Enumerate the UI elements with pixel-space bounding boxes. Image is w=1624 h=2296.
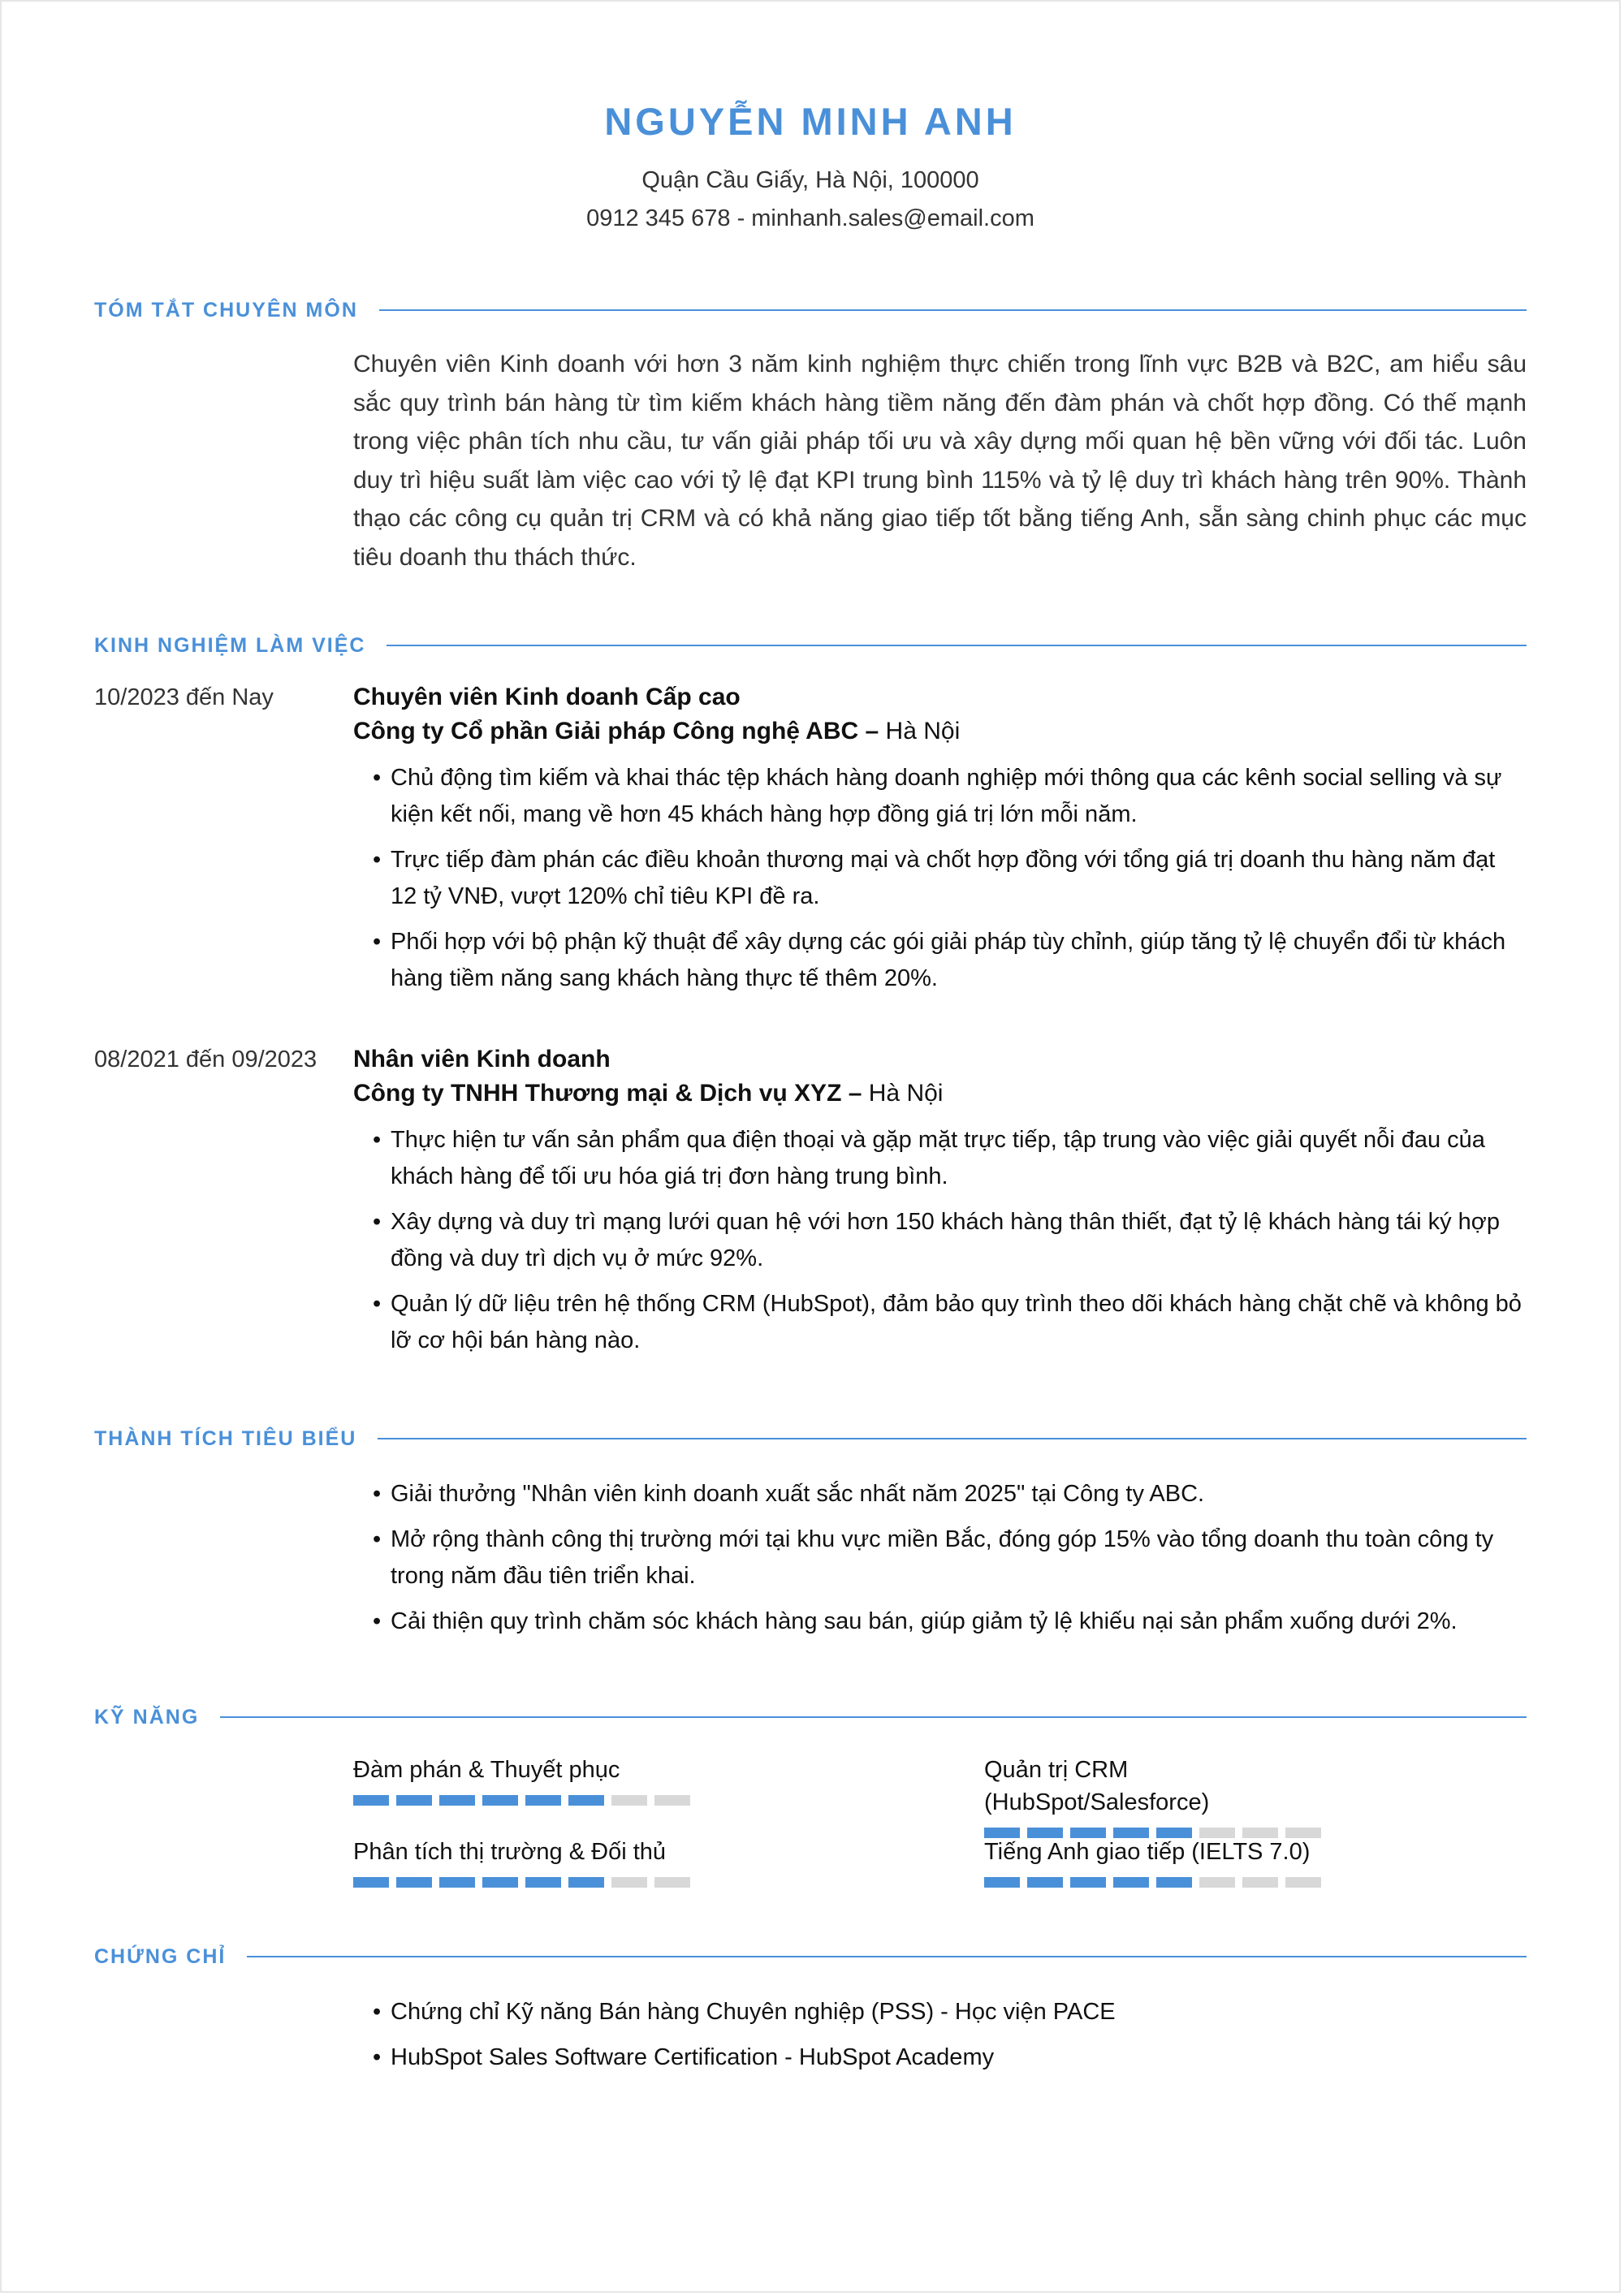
section-divider — [220, 1716, 1527, 1718]
skill-item — [353, 1836, 694, 1888]
skill-segment-empty — [611, 1795, 647, 1806]
skill-level-bar — [984, 1877, 1325, 1888]
list-item: • Quản lý dữ liệu trên hệ thống CRM (HubSpot), đảm bảo quy trình theo dõi khách hàng chặt chẽ và không bỏ lỡ cơ hội bán hàng nào. — [353, 1286, 1527, 1359]
job-entry-1 — [94, 680, 1527, 1006]
job-location: Hà Nội — [885, 718, 961, 744]
section-summary-heading — [94, 298, 1527, 322]
skill-label: Quản trị CRM (HubSpot/Salesforce) — [984, 1757, 1210, 1815]
skill-item — [984, 1754, 1325, 1838]
job-title: Chuyên viên Kinh doanh Cấp cao — [353, 684, 741, 710]
summary-text: Chuyên viên Kinh doanh với hơn 3 năm kinh nghiệm thực chiến trong lĩnh vực B2B và B2C, am hiểu sâu sắc quy trình bán hàng từ tìm kiếm khách hàng tiềm năng đến đàm phán và chốt hợp đồng. Có thế mạnh trong việc phân tích nhu cầu, tư vấn giải pháp tối ưu và xây dựng mối quan hệ bền vững với đối tác. Luôn duy trì hiệu suất làm việc cao với tỷ lệ đạt KPI trung bình 115% và tỷ lệ duy trì khách hàng trên 90%. Thành thạo các công cụ quản trị CRM và có khả năng giao tiếp tốt bằng tiếng Anh, sẵn sàng chinh phục các mục tiêu doanh thu thách thức. — [353, 351, 1527, 571]
skill-segment-empty — [1285, 1877, 1321, 1888]
job-separator: – — [841, 1080, 869, 1107]
list-item: • Thực hiện tư vấn sản phẩm qua điện thoại và gặp mặt trực tiếp, tập trung vào việc giải quyết nỗi đau của khách hàng để tối ưu hóa giá trị đơn hàng trung bình. — [353, 1122, 1527, 1195]
section-skills-heading — [94, 1705, 1527, 1729]
skill-label: Đàm phán & Thuyết phục — [353, 1757, 620, 1783]
section-divider — [247, 1956, 1527, 1957]
skill-segment-filled — [482, 1795, 518, 1806]
skill-segment-empty — [611, 1877, 647, 1888]
list-item: • Xây dựng và duy trì mạng lưới quan hệ với hơn 150 khách hàng thân thiết, đạt tỷ lệ khách hàng tái ký hợp đồng và duy trì dịch vụ ở mức 92%. — [353, 1204, 1527, 1277]
skill-segment-filled — [1156, 1877, 1192, 1888]
skill-segment-filled — [396, 1877, 432, 1888]
section-summary-title: TÓM TẮT CHUYÊN MÔN — [94, 298, 358, 322]
skill-segment-filled — [396, 1795, 432, 1806]
skill-segment-filled — [439, 1877, 475, 1888]
skill-segment-filled — [984, 1877, 1020, 1888]
list-item: • Chủ động tìm kiếm và khai thác tệp khách hàng doanh nghiệp mới thông qua các kênh social selling và sự kiện kết nối, mang về hơn 45 khách hàng hợp đồng giá trị lớn mỗi năm. — [353, 760, 1527, 833]
list-item: • Giải thưởng "Nhân viên kinh doanh xuất sắc nhất năm 2025" tại Công ty ABC. — [353, 1476, 1527, 1513]
job-bullets — [353, 760, 1527, 997]
skill-segment-filled — [439, 1795, 475, 1806]
job-company-line — [353, 714, 1527, 749]
skill-item — [984, 1836, 1325, 1888]
skill-label: Tiếng Anh giao tiếp (IELTS 7.0) — [984, 1839, 1311, 1865]
list-item: • Trực tiếp đàm phán các điều khoản thương mại và chốt hợp đồng với tổng giá trị doanh thu hàng năm đạt 12 tỷ VNĐ, vượt 120% chỉ tiêu KPI đề ra. — [353, 842, 1527, 915]
section-skills-title: KỸ NĂNG — [94, 1705, 200, 1728]
skill-segment-filled — [482, 1877, 518, 1888]
certificates-list — [353, 1994, 1527, 2085]
section-achievements-heading — [94, 1426, 1527, 1451]
job-body — [353, 1042, 1527, 1359]
section-certificates-heading — [94, 1944, 1527, 1969]
list-item: • Mở rộng thành công thị trường mới tại khu vực miền Bắc, đóng góp 15% vào tổng doanh thu toàn công ty trong năm đầu tiên triển khai. — [353, 1521, 1527, 1595]
job-bullets — [353, 1122, 1527, 1359]
skill-label: Phân tích thị trường & Đối thủ — [353, 1839, 667, 1865]
skill-segment-empty — [1199, 1877, 1235, 1888]
list-item: • Chứng chỉ Kỹ năng Bán hàng Chuyên nghiệp (PSS) - Học viện PACE — [353, 1994, 1527, 2031]
skill-segment-filled — [353, 1795, 389, 1806]
job-company: Công ty TNHH Thương mại & Dịch vụ XYZ — [353, 1080, 842, 1107]
job-body — [353, 680, 1527, 997]
achievements-list — [353, 1476, 1527, 1649]
skill-segment-filled — [1027, 1877, 1063, 1888]
section-experience-heading — [94, 633, 1527, 658]
job-company: Công ty Cổ phần Giải pháp Công nghệ ABC — [353, 718, 859, 744]
section-divider — [378, 1438, 1527, 1439]
section-experience-title: KINH NGHIỆM LÀM VIỆC — [94, 633, 366, 657]
list-item: • Cải thiện quy trình chăm sóc khách hàng sau bán, giúp giảm tỷ lệ khiếu nại sản phẩm xuống dưới 2%. — [353, 1603, 1527, 1640]
job-title: Nhân viên Kinh doanh — [353, 1046, 611, 1072]
job-date: 10/2023 đến Nay — [94, 684, 274, 710]
candidate-name: NGUYỄN MINH ANH — [604, 100, 1017, 143]
list-item: • Phối hợp với bộ phận kỹ thuật để xây dựng các gói giải pháp tùy chỉnh, giúp tăng tỷ lệ chuyển đổi từ khách hàng tiềm năng sang khách hàng thực tế thêm 20%. — [353, 924, 1527, 997]
skill-segment-empty — [654, 1877, 690, 1888]
skill-segment-filled — [1113, 1877, 1149, 1888]
job-separator: – — [858, 718, 886, 744]
section-certificates-title: CHỨNG CHỈ — [94, 1944, 227, 1968]
skill-segment-empty — [654, 1795, 690, 1806]
section-divider — [387, 645, 1527, 646]
skill-segment-filled — [568, 1795, 604, 1806]
skill-segment-empty — [1242, 1877, 1278, 1888]
skill-level-bar — [353, 1795, 694, 1806]
resume-header — [2, 97, 1619, 239]
skill-segment-filled — [525, 1877, 561, 1888]
skill-item — [353, 1754, 694, 1806]
job-company-line — [353, 1077, 1527, 1111]
skill-segment-filled — [1070, 1877, 1106, 1888]
skill-segment-filled — [525, 1795, 561, 1806]
candidate-contact: 0912 345 678 - minhanh.sales@email.com — [586, 205, 1034, 231]
skill-level-bar — [353, 1877, 694, 1888]
list-item: • HubSpot Sales Software Certification - HubSpot Academy — [353, 2039, 1527, 2076]
skill-segment-filled — [353, 1877, 389, 1888]
job-location: Hà Nội — [868, 1080, 944, 1107]
job-entry-2 — [94, 1042, 1527, 1368]
section-divider — [379, 309, 1527, 311]
skill-segment-filled — [568, 1877, 604, 1888]
job-date: 08/2021 đến 09/2023 — [94, 1047, 317, 1072]
section-achievements-title: THÀNH TÍCH TIÊU BIỂU — [94, 1426, 357, 1450]
candidate-address: Quận Cầu Giấy, Hà Nội, 100000 — [641, 167, 979, 193]
